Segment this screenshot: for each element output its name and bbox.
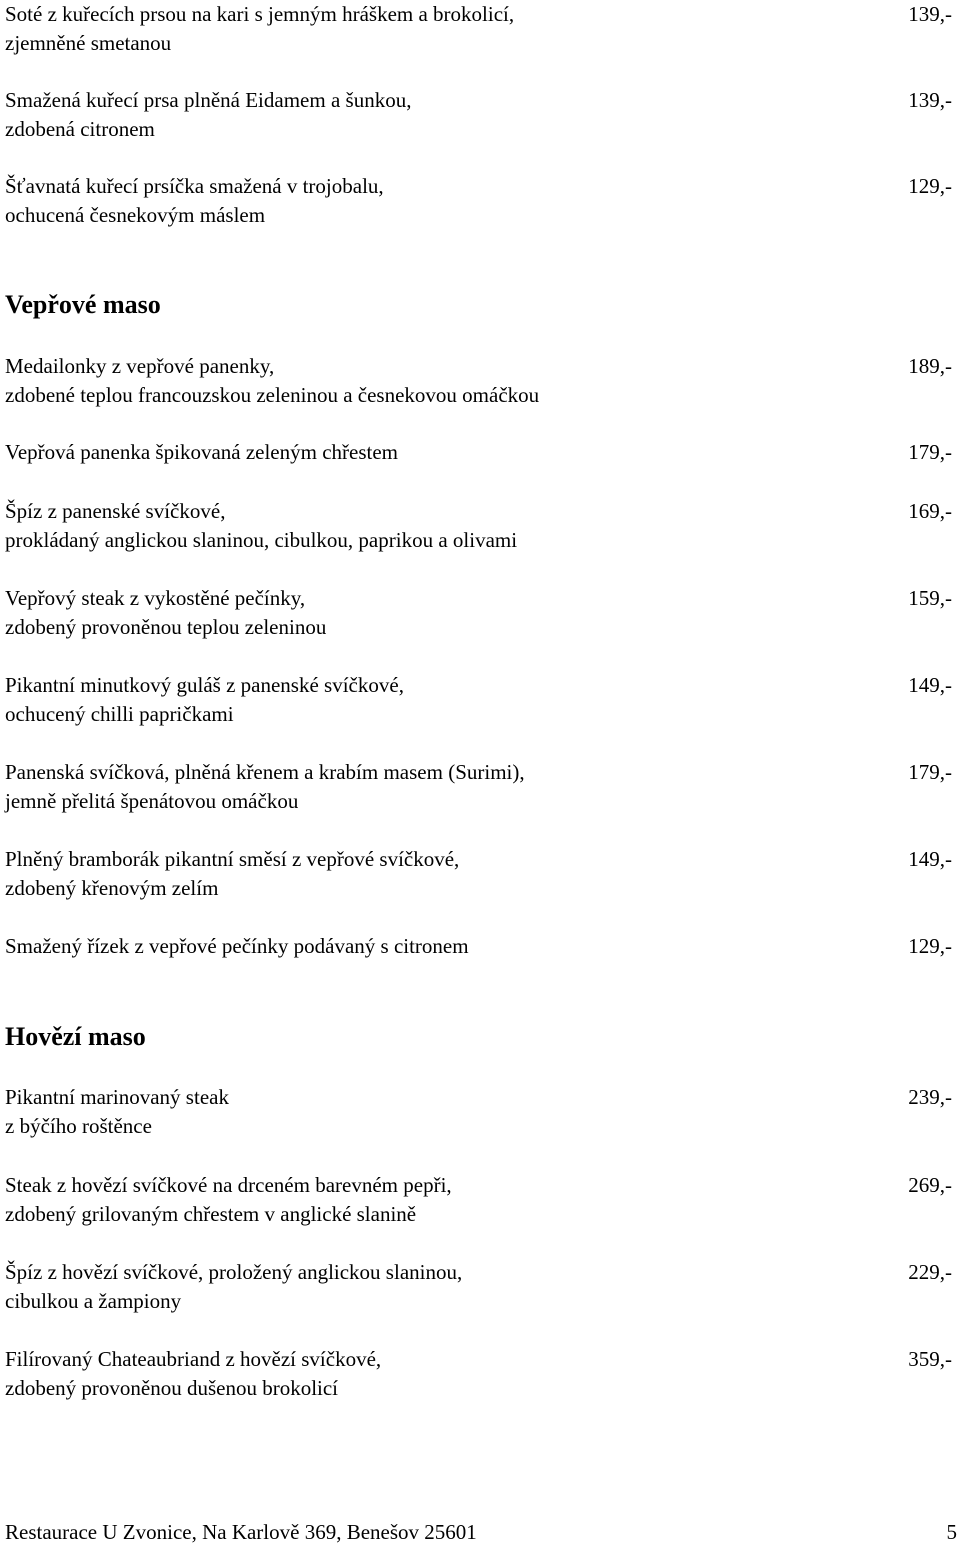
menu-item — [5, 671, 957, 729]
menu-item-price: 149,- — [908, 847, 952, 871]
menu-item-name: Špíz z panenské svíčkové, — [5, 499, 226, 523]
menu-item-name: Plněný bramborák pikantní směsí z vepřové svíčkové, — [5, 847, 460, 871]
menu-item — [5, 758, 957, 816]
page-number: 5 — [946, 1520, 957, 1544]
menu-item — [5, 584, 957, 642]
menu-item — [5, 172, 957, 230]
menu-item-description: zdobená citronem — [5, 117, 155, 141]
menu-item-description: ochucená česnekovým máslem — [5, 203, 266, 227]
section-heading-beef: Hovězí maso — [5, 1022, 146, 1051]
section-heading-pork: Vepřové maso — [5, 290, 161, 319]
menu-item-name: Vepřová panenka špikovaná zeleným chřestem — [5, 440, 399, 464]
menu-item — [5, 497, 957, 555]
menu-item-description: jemně přelitá špenátovou omáčkou — [5, 789, 299, 813]
menu-item — [5, 1258, 957, 1316]
menu-item-description: zdobené teplou francouzskou zeleninou a česnekovou omáčkou — [5, 383, 540, 407]
menu-item — [5, 0, 957, 58]
menu-item-price: 149,- — [908, 673, 952, 697]
menu-item-description: z býčího roštěnce — [5, 1114, 152, 1138]
menu-item-name: Šťavnatá kuřecí prsíčka smažená v trojobalu, — [5, 174, 384, 198]
menu-item-description: zdobený grilovaným chřestem v anglické slanině — [5, 1202, 417, 1226]
menu-item-name: Filírovaný Chateaubriand z hovězí svíčkové, — [5, 1347, 382, 1371]
menu-item-name: Vepřový steak z vykostěné pečínky, — [5, 586, 306, 610]
menu-item-name: Pikantní minutkový guláš z panenské svíčkové, — [5, 673, 404, 697]
menu-item-price: 229,- — [908, 1260, 952, 1284]
menu-item-price: 129,- — [908, 174, 952, 198]
menu-item — [5, 86, 957, 144]
menu-item-name: Steak z hovězí svíčkové na drceném barevném pepři, — [5, 1173, 452, 1197]
menu-item-name: Pikantní marinovaný steak — [5, 1085, 229, 1109]
menu-item-price: 179,- — [908, 440, 952, 464]
menu-item — [5, 352, 957, 410]
menu-item-price: 159,- — [908, 586, 952, 610]
page-footer — [5, 1518, 957, 1547]
menu-item-price: 269,- — [908, 1173, 952, 1197]
menu-item-price: 139,- — [908, 2, 952, 26]
menu-item-description: zdobený provoněnou dušenou brokolicí — [5, 1376, 339, 1400]
menu-item-price: 169,- — [908, 499, 952, 523]
menu-item-price: 179,- — [908, 760, 952, 784]
menu-item — [5, 1171, 957, 1229]
menu-item-name: Smažený řízek z vepřové pečínky podávaný s citronem — [5, 934, 469, 958]
menu-item-price: 189,- — [908, 354, 952, 378]
menu-item-price: 129,- — [908, 934, 952, 958]
menu-item — [5, 1345, 957, 1403]
menu-item — [5, 438, 957, 467]
menu-item-name: Soté z kuřecích prsou na kari s jemným hráškem a brokolicí, — [5, 2, 515, 26]
menu-item-description: prokládaný anglickou slaninou, cibulkou, paprikou a olivami — [5, 528, 518, 552]
menu-item-name: Smažená kuřecí prsa plněná Eidamem a šunkou, — [5, 88, 412, 112]
menu-item — [5, 845, 957, 903]
menu-item-description: zdobený křenovým zelím — [5, 876, 219, 900]
footer-address: Restaurace U Zvonice, Na Karlově 369, Benešov 25601 — [5, 1520, 477, 1544]
menu-item-price: 139,- — [908, 88, 952, 112]
menu-item — [5, 1083, 957, 1141]
menu-item-name: Panenská svíčková, plněná křenem a krabím masem (Surimi), — [5, 760, 525, 784]
menu-item-description: zdobený provoněnou teplou zeleninou — [5, 615, 327, 639]
menu-item-price: 239,- — [908, 1085, 952, 1109]
menu-item — [5, 932, 957, 961]
menu-item-name: Medailonky z vepřové panenky, — [5, 354, 275, 378]
menu-item-description: cibulkou a žampiony — [5, 1289, 182, 1313]
menu-item-description: zjemněné smetanou — [5, 31, 172, 55]
menu-item-price: 359,- — [908, 1347, 952, 1371]
menu-item-description: ochucený chilli papričkami — [5, 702, 234, 726]
menu-item-name: Špíz z hovězí svíčkové, proložený anglickou slaninou, — [5, 1260, 463, 1284]
